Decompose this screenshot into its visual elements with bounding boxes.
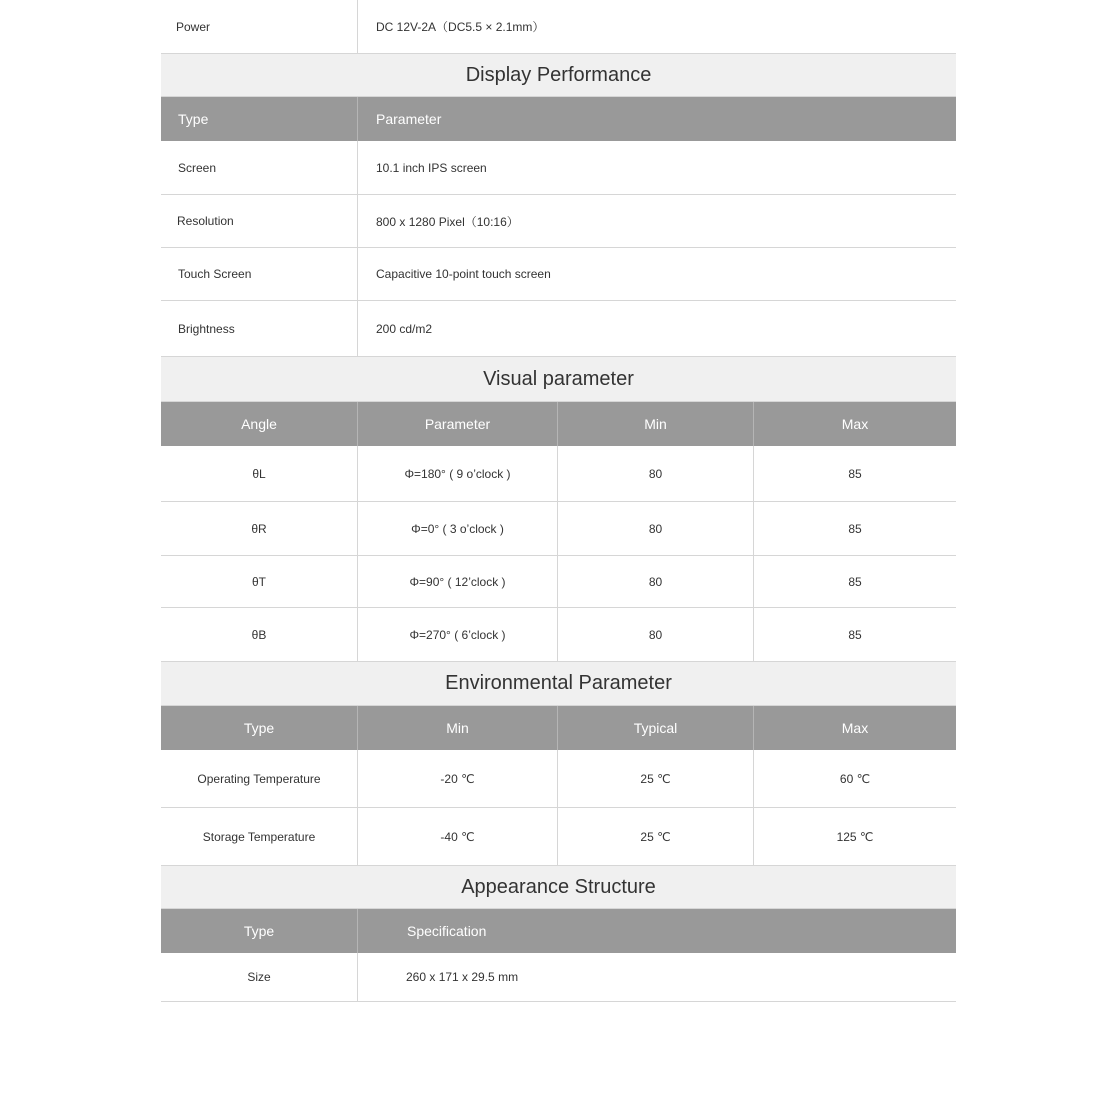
cell-parameter: Φ=0° ( 3 o’clock ) xyxy=(358,502,558,555)
cell-parameter: 10.1 inch IPS screen xyxy=(376,160,487,175)
header-min: Min xyxy=(358,706,558,750)
cell-max: 85 xyxy=(848,627,862,642)
cell-type: Storage Temperature xyxy=(161,808,358,865)
table-row xyxy=(161,556,956,608)
cell-parameter: Φ=270° ( 6’clock ) xyxy=(358,608,558,661)
header-angle: Angle xyxy=(161,402,358,446)
table-row xyxy=(161,248,956,301)
cell-min: 80 xyxy=(558,608,754,661)
table-row xyxy=(161,446,956,502)
cell-parameter: Φ=90° ( 12’clock ) xyxy=(358,556,558,607)
table-row xyxy=(161,608,956,662)
cell-min: -20 ℃ xyxy=(358,750,558,807)
spec-sheet xyxy=(161,0,956,1002)
section-title-appearance: Appearance Structure xyxy=(161,866,956,909)
cell-type: Brightness xyxy=(161,301,358,356)
cell-angle: θR xyxy=(161,502,358,555)
cell-type: Size xyxy=(161,953,358,1001)
header-typical: Typical xyxy=(558,706,754,750)
header-max: Max xyxy=(841,720,869,736)
table-row-power xyxy=(161,0,956,54)
cell-angle: θL xyxy=(161,446,358,501)
header-type: Type xyxy=(161,909,358,953)
table-header-display xyxy=(161,97,956,141)
cell-max: 60 ℃ xyxy=(839,771,871,786)
section-title-environmental: Environmental Parameter xyxy=(161,662,956,706)
section-title-display: Display Performance xyxy=(161,54,956,97)
table-header-visual xyxy=(161,402,956,446)
table-row xyxy=(161,750,956,808)
cell-parameter: 800 x 1280 Pixel（10:16） xyxy=(376,214,519,229)
cell-parameter: Capacitive 10-point touch screen xyxy=(376,267,551,281)
section-title-visual: Visual parameter xyxy=(161,357,956,402)
table-row xyxy=(161,141,956,195)
cell-max: 85 xyxy=(848,466,862,481)
header-type: Type xyxy=(161,97,358,141)
header-parameter: Parameter xyxy=(358,402,558,446)
cell-type: Power xyxy=(161,0,358,53)
header-max: Max xyxy=(841,416,869,432)
cell-angle: θT xyxy=(161,556,358,607)
header-type: Type xyxy=(161,706,358,750)
cell-type: Resolution xyxy=(161,195,358,247)
table-row xyxy=(161,808,956,866)
table-row xyxy=(161,953,956,1002)
cell-typical: 25 ℃ xyxy=(558,808,754,865)
cell-parameter: 200 cd/m2 xyxy=(376,321,433,336)
cell-parameter: Φ=180° ( 9 o’clock ) xyxy=(358,446,558,501)
cell-max: 85 xyxy=(848,521,862,536)
header-min: Min xyxy=(558,402,754,446)
cell-specification: 260 x 171 x 29.5 mm xyxy=(406,970,519,984)
table-row xyxy=(161,195,956,248)
cell-min: -40 ℃ xyxy=(358,808,558,865)
header-parameter: Parameter xyxy=(376,111,442,127)
cell-type: Operating Temperature xyxy=(161,750,358,807)
cell-type: Touch Screen xyxy=(161,248,358,300)
cell-max: 85 xyxy=(848,574,862,589)
table-row xyxy=(161,502,956,556)
table-header-appearance xyxy=(161,909,956,953)
cell-typical: 25 ℃ xyxy=(558,750,754,807)
cell-min: 80 xyxy=(558,446,754,501)
cell-min: 80 xyxy=(558,502,754,555)
cell-type: Screen xyxy=(161,141,358,194)
table-row xyxy=(161,301,956,357)
header-specification: Specification xyxy=(407,923,487,939)
cell-min: 80 xyxy=(558,556,754,607)
cell-max: 125 ℃ xyxy=(836,829,874,844)
table-header-environmental xyxy=(161,706,956,750)
cell-angle: θB xyxy=(161,608,358,661)
cell-parameter: DC 12V-2A（DC5.5 × 2.1mm） xyxy=(376,20,545,34)
